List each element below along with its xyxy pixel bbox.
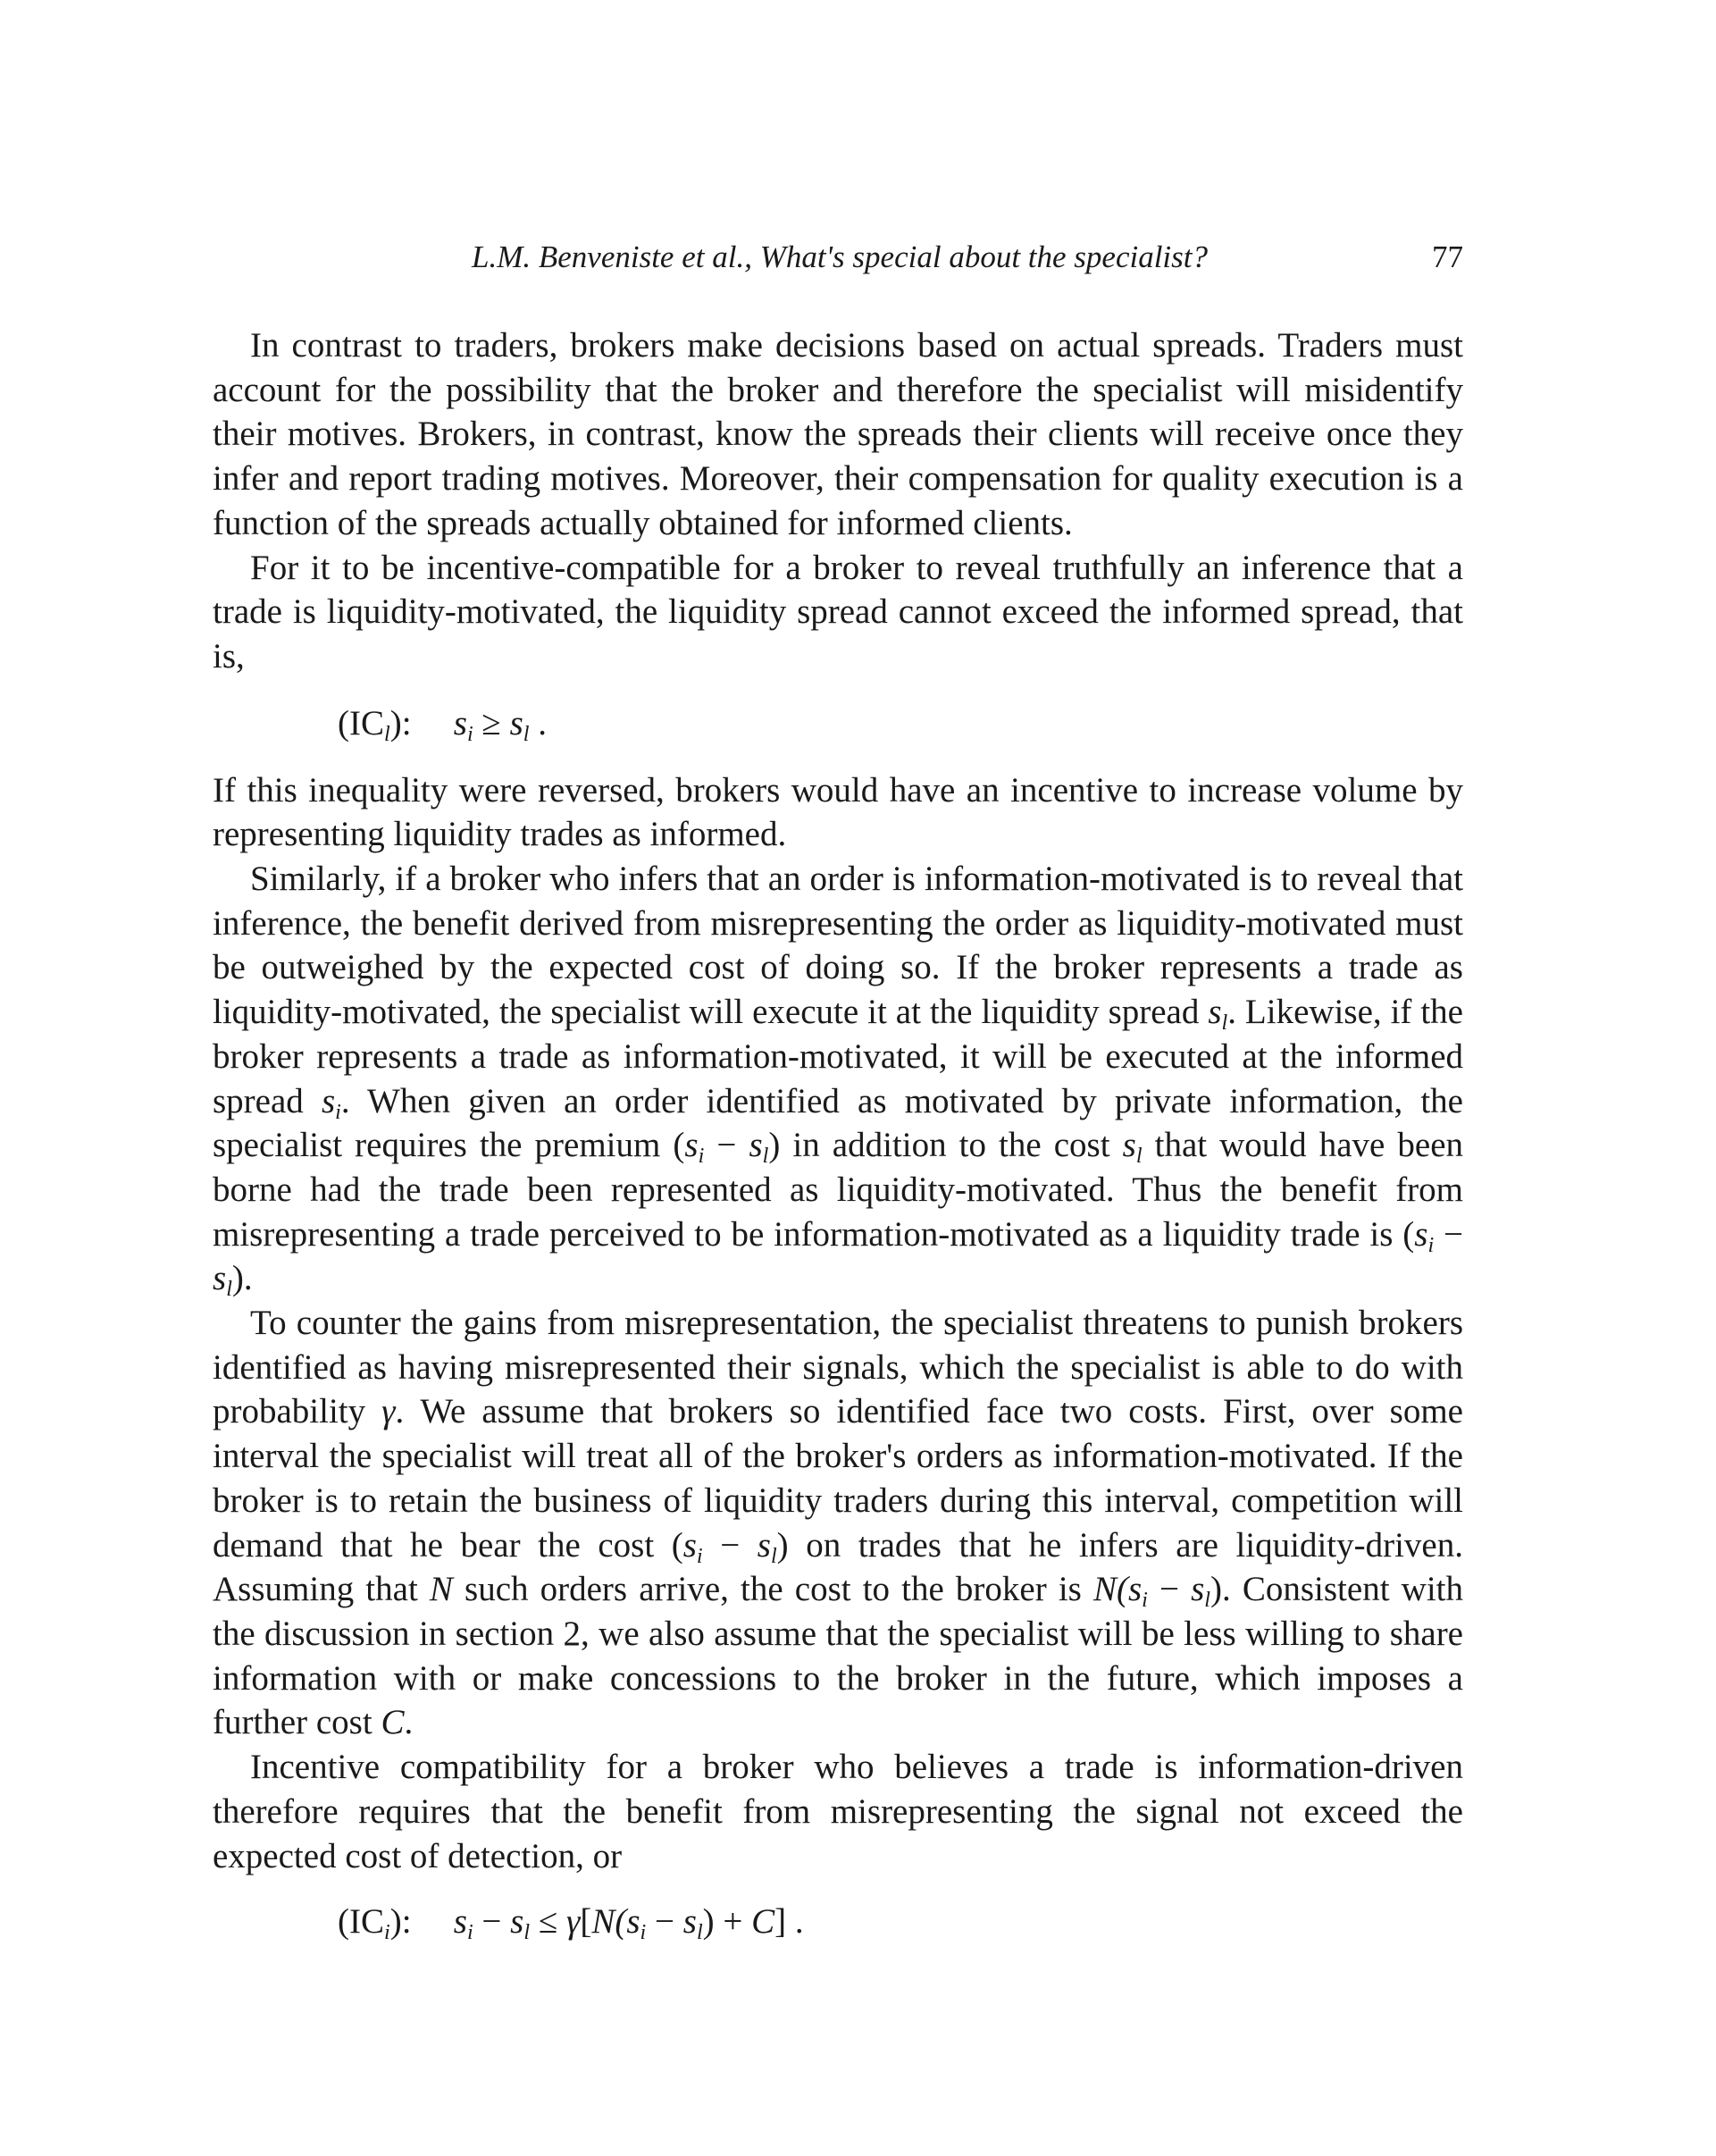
- paragraph-3: If this inequality were reversed, brokers would have an incentive to increase volume by representing liquidity trades as informed.: [213, 770, 1463, 854]
- equation-ic-i: $(IC_i)$: $s_i - s_l \le \gamma[N(s_i - s_l) + C]$ .: [213, 1878, 1463, 1966]
- paragraph-2: For it to be incentive-compatible for a broker to reveal truthfully an inference that a trade is liquidity-motivated, the liquidity spread cannot exceed the informed spread, that is,: [213, 548, 1463, 675]
- equation-label: $(IC_l)$:: [338, 703, 412, 746]
- page-number: 77: [1432, 239, 1463, 274]
- body-text: [213, 323, 1463, 1966]
- paragraph-4: Similarly, if a broker who infers that an order is information-motivated is to reveal that inference, the benefit derived from misrepresenting the order as liquidity-motivated must be outweighed by the expected cost of doing so. If the broker represents a trade as liquidity-motivated, the specialist will execute it at the liquidity spread $s_l$. Likewise, if the broker represents a trade as information-motivated, it will be executed at the informed spread $s_i$. When given an order identified as motivated by private information, the specialist requires the premium $(s_i - s_l)$ in addition to the cost $s_l$ that would have been borne had the trade been represented as liquidity-motivated. Thus the benefit from misrepresenting a trade perceived to be information-motivated as a liquidity trade is $(s_i - s_l)$.: [213, 860, 1463, 1302]
- paragraph-5: To counter the gains from misrepresentation, the specialist threatens to punish brokers identified as having misrepresented their signals, which the specialist is able to do with probability γ. We assume that brokers so identified face two costs. First, over some interval the specialist will treat all of the broker's orders as information-motivated. If the broker is to retain the business of liquidity traders during this interval, competition will demand that he bear the cost $(s_i - s_l)$ on trades that he infers are liquidity-driven. Assuming that N such orders arrive, the cost to the broker is $N(s_i - s_l)$. Consistent with the discussion in section 2, we also assume that the specialist will be less willing to share information with or make concessions to the broker in the future, which imposes a further cost C.: [213, 1304, 1463, 1742]
- equation-label: $(IC_i)$:: [338, 1902, 412, 1944]
- equation-ic-l: $(IC_l)$: $s_i \ge s_l$ .: [213, 679, 1463, 768]
- paragraph-1: In contrast to traders, brokers make decisions based on actual spreads. Traders must account for the possibility that the broker and therefore the specialist will misidentify their motives. Brokers, in contrast, know the spreads their clients will receive once they infer and report trading motives. Moreover, their compensation for quality execution is a function of the spreads actually obtained for informed clients.: [213, 326, 1463, 542]
- running-title: L.M. Benveniste et al., What's special about the specialist?: [472, 239, 1209, 274]
- running-header: [213, 239, 1463, 279]
- paragraph-6: Incentive compatibility for a broker who believes a trade is information-driven therefore requires that the benefit from misrepresenting the signal not exceed the expected cost of detection, or: [213, 1748, 1463, 1875]
